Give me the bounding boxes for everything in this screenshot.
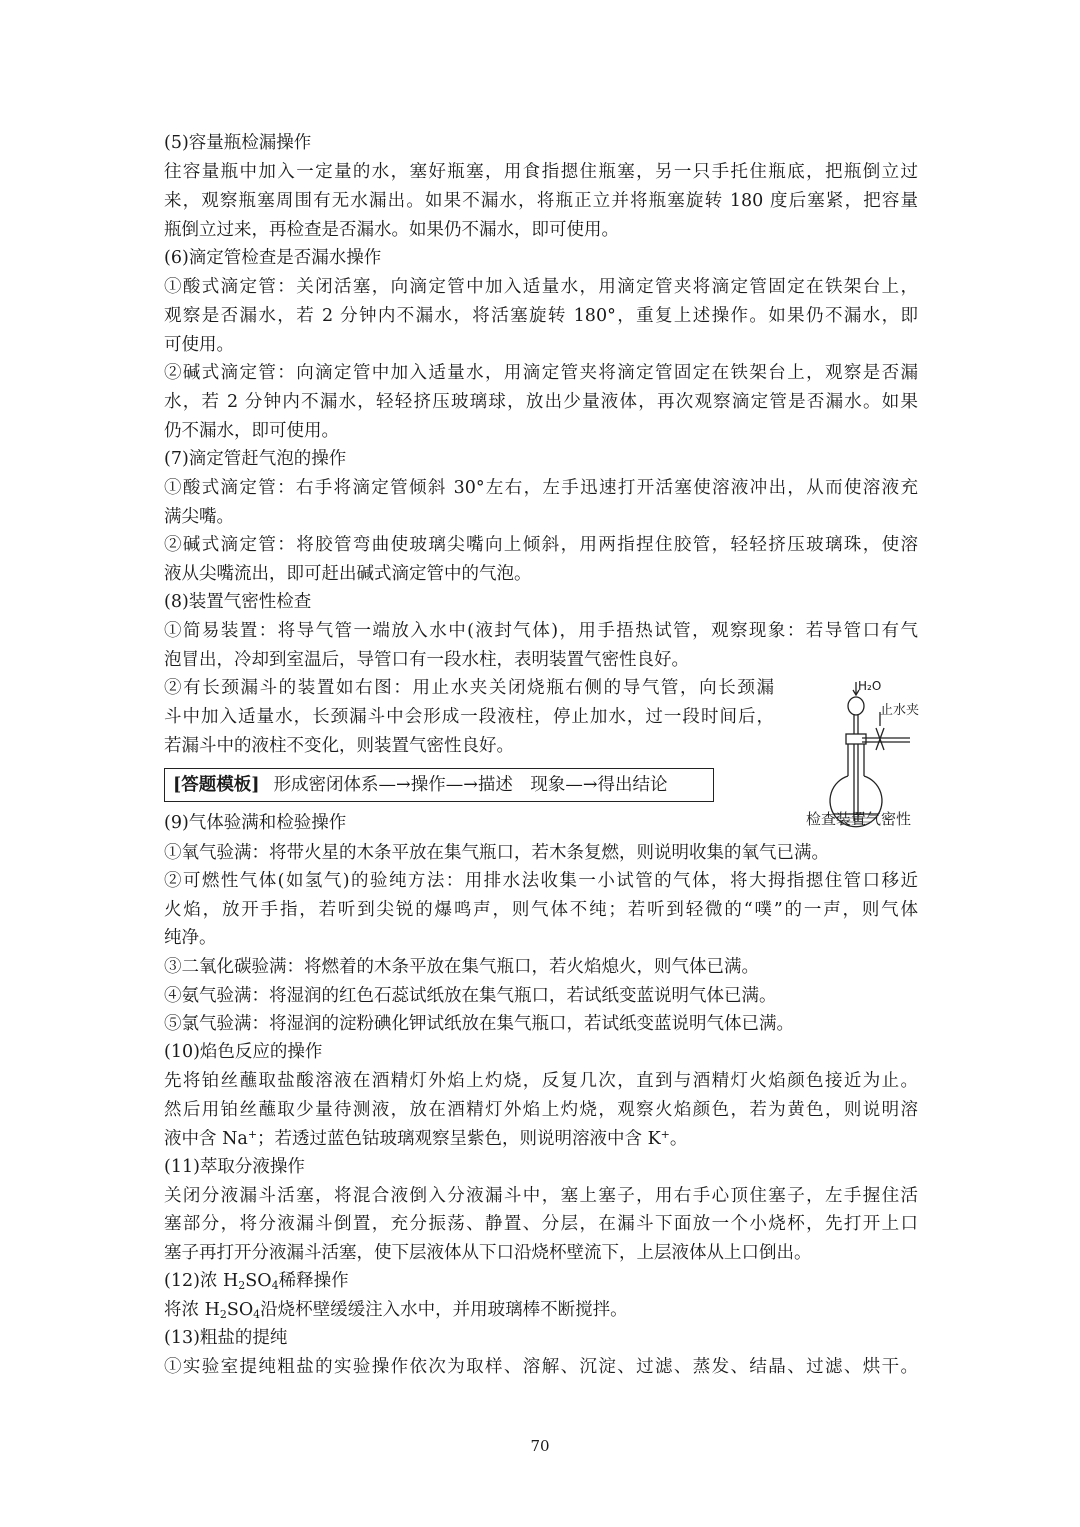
paragraph-line: 泡冒出，冷却到室温后，导管口有一段水柱，表明装置气密性良好。 (164, 650, 689, 670)
h2o-label: H₂O (858, 679, 882, 693)
paragraph-line: ①简易装置：将导气管一端放入水中(液封气体)，用手捂热试管，观察现象：若导管口有气 (164, 621, 918, 641)
paragraph-line: 往容量瓶中加入一定量的水，塞好瓶塞，用食指摁住瓶塞，另一只手托住瓶底，把瓶倒立过 (164, 162, 918, 182)
paragraph-line: 液从尖嘴流出，即可赶出碱式滴定管中的气泡。 (164, 564, 532, 584)
paragraph-line: ④氨气验满：将湿润的红色石蕊试纸放在集气瓶口，若试纸变蓝说明气体已满。 (164, 986, 777, 1006)
paragraph-line: 火焰，放开手指，若听到尖锐的爆鸣声，则气体不纯；若听到轻微的“噗”的一声，则气体 (164, 900, 918, 920)
paragraph-line: 然后用铂丝蘸取少量待测液，放在酒精灯外焰上灼烧，观察火焰颜色，若为黄色，则说明溶 (164, 1100, 918, 1120)
paragraph-line: ①实验室提纯粗盐的实验操作依次为取样、溶解、沉淀、过滤、蒸发、结晶、过滤、烘干。 (164, 1357, 918, 1377)
section-11-title: (11)萃取分液操作 (164, 1157, 305, 1177)
paragraph-line: ①氧气验满：将带火星的木条平放在集气瓶口，若木条复燃，则说明收集的氧气已满。 (164, 843, 829, 863)
answer-template-box (164, 768, 714, 802)
template-tag: [答题模板] (173, 775, 260, 795)
section-5-title: (5)容量瓶检漏操作 (164, 133, 312, 153)
paragraph-line: ③二氧化碳验满：将燃着的木条平放在集气瓶口，若火焰熄火，则气体已满。 (164, 957, 759, 977)
paragraph-line: ②碱式滴定管：将胶管弯曲使玻璃尖嘴向上倾斜，用两指捏住胶管，轻轻挤压玻璃珠，使溶 (164, 535, 918, 555)
paragraph-line: 若漏斗中的液柱不变化，则装置气密性良好。 (164, 736, 514, 756)
paragraph-line: 来，观察瓶塞周围有无水漏出。如果不漏水，将瓶正立并将瓶塞旋转 180 度后塞紧，把容量 (164, 191, 918, 211)
section-13-title: (13)粗盐的提纯 (164, 1328, 288, 1348)
paragraph-line: ②可燃性气体(如氢气)的验纯方法：用排水法收集一小试管的气体，将大拇指摁住管口移近 (164, 871, 918, 891)
paragraph-line: 将浓 $H_2SO_4$沿烧杯壁缓缓注入水中，并用玻璃棒不断搅拌。 (164, 1300, 628, 1321)
paragraph-line: 瓶倒立过来，再检查是否漏水。如果仍不漏水，即可使用。 (164, 220, 619, 240)
paragraph-line: ②碱式滴定管：向滴定管中加入适量水，用滴定管夹将滴定管固定在铁架台上，观察是否漏 (164, 363, 918, 383)
section-9-title: (9)气体验满和检验操作 (164, 813, 347, 833)
section-8-title: (8)装置气密性检查 (164, 592, 312, 612)
section-10-title: (10)焰色反应的操作 (164, 1042, 323, 1062)
paragraph-line: 纯净。 (164, 928, 217, 948)
template-text: 形成密闭体系—→操作—→描述 现象—→得出结论 (273, 775, 668, 795)
paragraph-line: 可使用。 (164, 335, 234, 355)
paragraph-line: 液中含 Na+；若透过蓝色钴玻璃观察呈紫色，则说明溶液中含 K+。 (164, 1128, 688, 1149)
page-number: 70 (530, 1437, 550, 1455)
paragraph-line: 关闭分液漏斗活塞，将混合液倒入分液漏斗中，塞上塞子，用右手心顶住塞子，左手握住活 (164, 1186, 918, 1206)
paragraph-line: ②有长颈漏斗的装置如右图：用止水夹关闭烧瓶右侧的导气管，向长颈漏 (164, 678, 774, 698)
paragraph-line: 仍不漏水，即可使用。 (164, 421, 339, 441)
figure-caption: 检查装置气密性 (806, 810, 912, 828)
section-7-title: (7)滴定管赶气泡的操作 (164, 449, 347, 469)
paragraph-line: ⑤氯气验满：将湿润的淀粉碘化钾试纸放在集气瓶口，若试纸变蓝说明气体已满。 (164, 1014, 794, 1034)
paragraph-line: ①酸式滴定管：关闭活塞，向滴定管中加入适量水，用滴定管夹将滴定管固定在铁架台上， (164, 277, 918, 297)
paragraph-line: 先将铂丝蘸取盐酸溶液在酒精灯外焰上灼烧，反复几次，直到与酒精灯火焰颜色接近为止。 (164, 1071, 918, 1091)
paragraph-line: 斗中加入适量水，长颈漏斗中会形成一段液柱，停止加水，过一段时间后， (164, 707, 774, 727)
paragraph-line: ①酸式滴定管：右手将滴定管倾斜 30°左右，左手迅速打开活塞使溶液冲出，从而使溶液充 (164, 478, 918, 498)
section-6-title: (6)滴定管检查是否漏水操作 (164, 248, 382, 268)
section-12-title: (12)浓 $H_2SO_4$稀释操作 (164, 1271, 349, 1292)
clamp-label: 止水夹 (880, 703, 920, 718)
funnel-bulb (848, 697, 864, 715)
paragraph-line: 水，若 2 分钟内不漏水，轻轻挤压玻璃球，放出少量液体，再次观察滴定管是否漏水。如果 (164, 392, 918, 412)
paragraph-line: 塞部分，将分液漏斗倒置，充分振荡、静置、分层，在漏斗下面放一个小烧杯，先打开上口 (164, 1214, 918, 1234)
paragraph-line: 满尖嘴。 (164, 507, 234, 527)
paragraph-line: 塞子再打开分液漏斗活塞，使下层液体从下口沿烧杯壁流下，上层液体从上口倒出。 (164, 1243, 812, 1263)
paragraph-line: 观察是否漏水，若 2 分钟内不漏水，将活塞旋转 180°，重复上述操作。如果仍不漏水，即 (164, 306, 918, 326)
